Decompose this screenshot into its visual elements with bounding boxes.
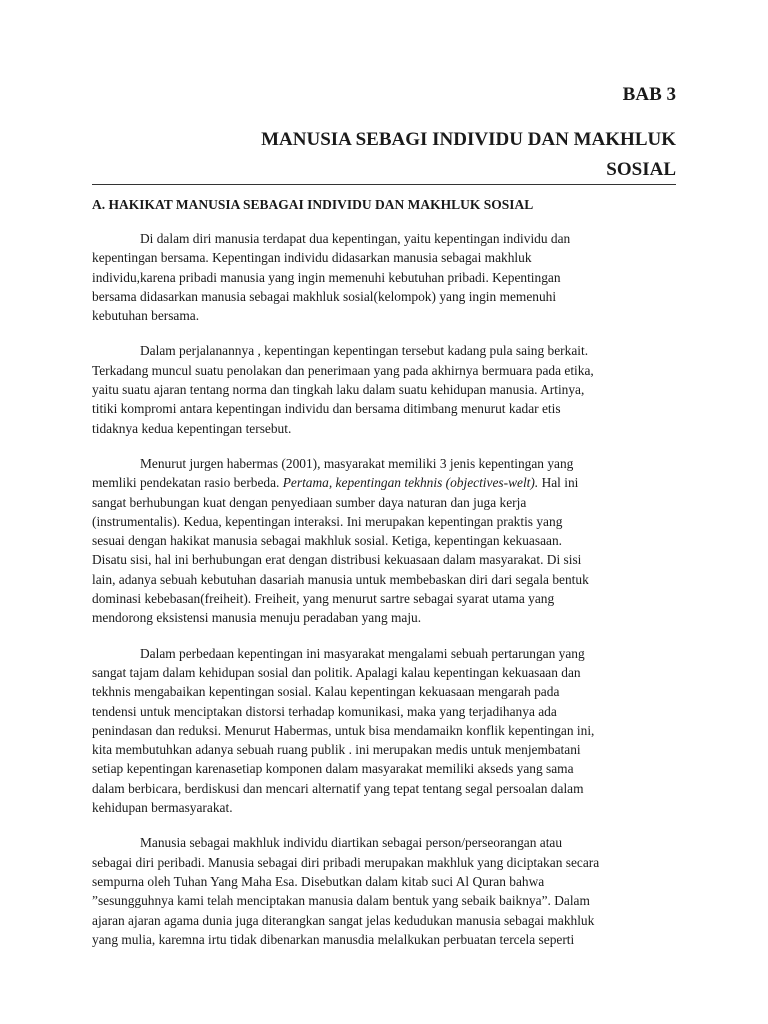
paragraph-line: ”sesungguhnya kami telah menciptakan manusia dalam bentuk yang sebaik baiknya”. Dalam (92, 893, 590, 909)
paragraph-line: Dalam perjalanannya , kepentingan kepentingan tersebut kadang pula saing berkait. (140, 343, 589, 359)
paragraph-line: kepentingan bersama. Kepentingan individu didasarkan manusia sebagai makhluk (92, 250, 532, 266)
paragraph-line: penindasan dan reduksi. Menurut Habermas, untuk bisa mendamaikn konflik kepentingan ini, (92, 722, 595, 738)
paragraph (92, 229, 676, 325)
body-text (92, 229, 676, 965)
paragraph-line: tendensi untuk menciptakan distorsi terhadap komunikasi, maka yang terjadihanya ada (92, 703, 557, 719)
paragraph-line: setiap kepentingan karenasetiap komponen dalam masyarakat memiliki akseds yang sama (92, 761, 574, 777)
paragraph-line: titiki kompromi antara kepentingan individu dan bersama ditimbang menurut kadar etis (92, 401, 561, 417)
title-divider (92, 184, 676, 185)
paragraph-text: memliki pendekatan rasio berbeda. (92, 475, 283, 491)
chapter-title-line: SOSIAL (606, 159, 676, 180)
paragraph-line: Terkadang muncul suatu penolakan dan penerimaan yang pada akhirnya bermuara pada etika, (92, 362, 594, 378)
paragraph-line: kita membutuhkan adanya sebuah ruang publik . ini merupakan medis untuk menjembatani (92, 742, 581, 758)
paragraph-line: individu,karena pribadi manusia yang ingin memenuhi kebutuhan pribadi. Kepentingan (92, 269, 561, 285)
paragraph-text: Hal ini (538, 475, 579, 491)
paragraph-line: yaitu suatu ajaran tentang norma dan tingkah laku dalam suatu kehidupan manusia. Artinya, (92, 382, 585, 398)
paragraph-line: sangat berhubungan kuat dengan penyediaan sumber daya naturan dan juga kerja (92, 494, 527, 510)
paragraph (92, 341, 676, 437)
paragraph-line: dominasi kebebasan(freiheit). Freiheit, yang menurut sartre sebagai syarat utama yang (92, 591, 555, 607)
paragraph-line: sempurna oleh Tuhan Yang Maha Esa. Disebutkan dalam kitab suci Al Quran bahwa (92, 873, 545, 889)
section-heading: A. HAKIKAT MANUSIA SEBAGAI INDIVIDU DAN MAKHLUK SOSIAL (92, 197, 534, 212)
chapter-title-line: MANUSIA SEBAGI INDIVIDU DAN MAKHLUK (261, 129, 676, 150)
paragraph-line: kehidupan bermasyarakat. (92, 800, 233, 816)
paragraph (92, 644, 676, 818)
paragraph-line: sebagai diri peribadi. Manusia sebagai diri pribadi merupakan makhluk yang diciptakan secara (92, 854, 600, 870)
paragraph-line: ajaran ajaran agama dunia juga diterangkan sangat jelas kedudukan manusia sebagai makhluk (92, 912, 595, 928)
paragraph-line: Menurut jurgen habermas (2001), masyarakat memiliki 3 jenis kepentingan yang (140, 455, 574, 471)
paragraph-line: lain, adanya sebuah kebutuhan dasariah manusia untuk membebaskan diri dari segala bentuk (92, 571, 589, 587)
italic-emphasis: Pertama, kepentingan tekhnis (objectives-welt). (282, 475, 539, 491)
paragraph (92, 833, 676, 949)
paragraph-line: Di dalam diri manusia terdapat dua kepentingan, yaitu kepentingan individu dan (140, 231, 571, 246)
paragraph-line: Disatu sisi, hal ini berhubungan erat dengan distribusi kekuasaan dalam masyarakat. Di sisi (92, 552, 582, 568)
paragraph-line: mendorong eksistensi manusia menuju peradaban yang maju. (92, 610, 422, 626)
chapter-number: BAB 3 (622, 84, 676, 105)
paragraph-line: (instrumentalis). Kedua, kepentingan interaksi. Ini merupakan kepentingan praktis yang (92, 513, 563, 529)
paragraph-line: sesuai dengan hakikat manusia sebagai makhluk sosial. Ketiga, kepentingan kekuasaan. (92, 533, 563, 549)
paragraph-line: yang mulia, karemna irtu tidak dibenarkan manusdia melalkukan perbuatan tercela seperti (92, 931, 575, 947)
paragraph-line: tidaknya kedua kepentingan tersebut. (92, 420, 292, 436)
paragraph-line: kebutuhan bersama. (92, 308, 200, 324)
paragraph-line: Manusia sebagai makhluk individu diartikan sebagai person/perseorangan atau (140, 835, 563, 851)
chapter-title (116, 125, 676, 185)
paragraph-line: dalam berbicara, berdiskusi dan mencari alternatif yang tepat tentang segal persoalan dalam (92, 780, 584, 796)
paragraph-line: bersama didasarkan manusia sebagai makhluk sosial(kelompok) yang ingin memenuhi (92, 288, 557, 304)
paragraph-line (92, 473, 676, 492)
paragraph-line: tekhnis mengabaikan kepentingan sosial. Kalau kepentingan kekuasaan mengarah pada (92, 684, 560, 700)
paragraph (92, 454, 676, 628)
paragraph-line: Dalam perbedaan kepentingan ini masyarakat mengalami sebuah pertarungan yang (140, 645, 585, 661)
paragraph-line: sangat tajam dalam kehidupan sosial dan politik. Apalagi kalau kepentingan kekuasaan dan (92, 664, 581, 680)
